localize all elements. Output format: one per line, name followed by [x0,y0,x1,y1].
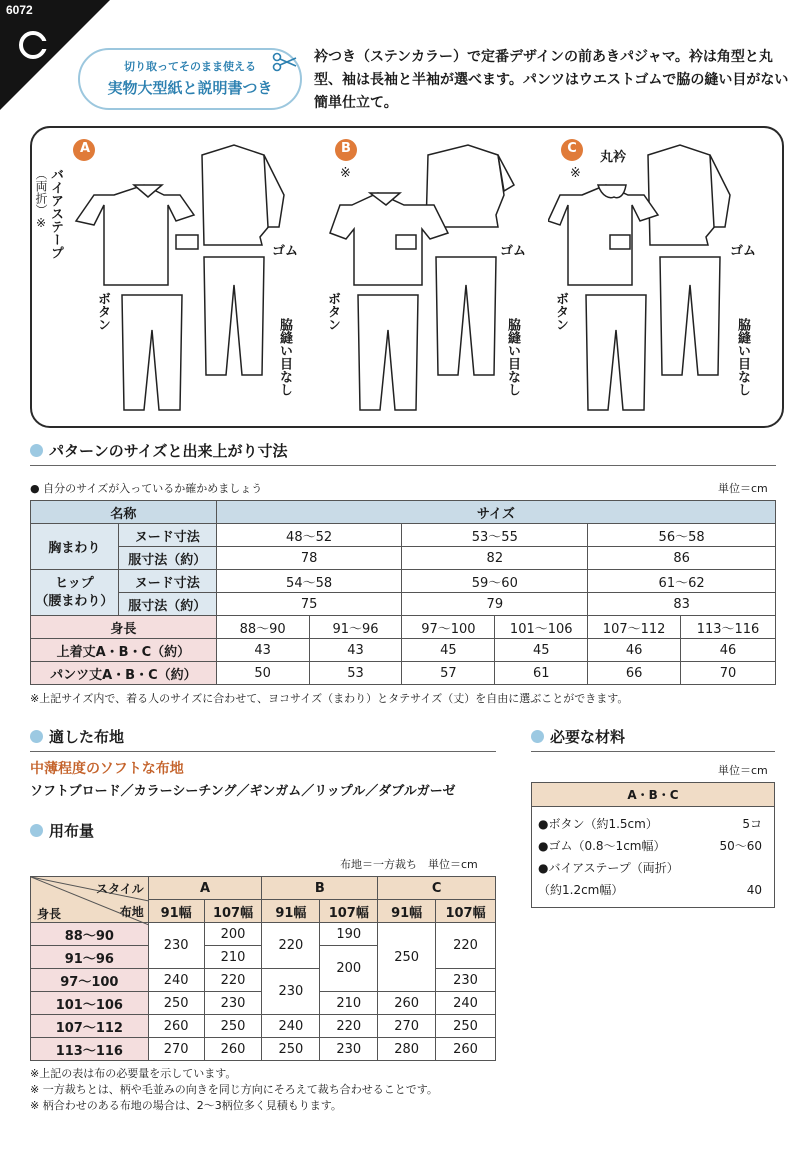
style-c-letter: C [567,141,577,156]
style-c-gomu-label: ゴム [730,244,757,259]
width-cell: 91幅 [148,900,204,923]
hip-nude-cell: 61〜62 [588,570,776,593]
pants-length-cell: 70 [681,662,776,685]
height-cell: 97〜100 [402,616,495,639]
yardage-c91: 280 [378,1038,436,1061]
height-cell: 101〜106 [495,616,588,639]
top-length-label: 上着丈A・B・C（約） [31,639,217,662]
scissors-icon [272,52,298,72]
yardage-b91: 250 [262,1038,320,1061]
yardage-fabric-label: 布地 [119,905,144,919]
yardage-table [30,876,496,1061]
chest-garment-label: 服寸法（約） [118,547,216,570]
badge-line2: 実物大型紙と説明書つき [107,79,273,97]
height-cell: 107〜112 [588,616,681,639]
style-a-bias-label: バイアステープ [48,168,63,259]
height-cell: 88〜90 [216,616,309,639]
yardage-note: ※上記の表は布の必要量を示しています。 [30,1067,237,1080]
yardage-a107: 220 [204,969,262,992]
material-row [532,835,774,857]
pants-length-label: パンツ丈A・B・C（約） [31,662,217,685]
chest-label: 胸まわり [31,524,119,570]
chest-nude-cell: 53〜55 [402,524,588,547]
yardage-b107: 200 [320,946,378,992]
size-table [30,500,776,685]
top-length-cell: 45 [402,639,495,662]
pants-length-cell: 50 [216,662,309,685]
size-header-name: 名称 [31,501,217,524]
material-value: 50〜60 [719,839,762,853]
badge-line1: 切り取ってそのまま使える [124,60,256,73]
yardage-c107: 260 [436,1038,496,1061]
hip-garment-cell: 79 [402,593,588,616]
yardage-corner-cell [31,877,149,923]
top-length-cell: 45 [495,639,588,662]
yardage-c91: 260 [378,992,436,1015]
yardage-b107: 220 [320,1015,378,1038]
yardage-height-cell: 97〜100 [31,969,149,992]
yardage-c91: 270 [378,1015,436,1038]
yardage-style-b: B [262,877,378,900]
style-a-button-label: ボタン [95,292,110,331]
material-label: ●バイアステープ（両折） [538,861,679,875]
material-row [532,879,774,901]
fabric-section-title: 適した布地 [49,728,125,746]
material-value: 5コ [742,817,762,831]
yardage-c107: 220 [436,923,496,969]
hip-garment-label: 服寸法（約） [118,593,216,616]
yardage-b107: 230 [320,1038,378,1061]
yardage-header [30,820,496,846]
chest-nude-cell: 56〜58 [588,524,776,547]
top-length-cell: 43 [216,639,309,662]
style-b-button-label: ボタン [325,292,340,331]
yardage-height-cell: 88〜90 [31,923,149,946]
yardage-height-cell: 113〜116 [31,1038,149,1061]
intro-text: 衿つき（ステンカラー）で定番デザインの前あきパジャマ。衿は角型と丸型、袖は長袖と半袖が選べます。パンツはウエストゴムで脇の縫い目がない簡単仕立て。 [314,49,789,111]
yardage-c107: 250 [436,1015,496,1038]
yardage-a107: 260 [204,1038,262,1061]
pattern-code: 6072 [6,3,33,17]
materials-table [531,782,775,908]
style-b-letter: B [341,141,351,156]
hip-label [31,570,119,616]
bullet-dot-icon [30,824,43,837]
bullet-dot-icon [531,730,544,743]
pants-length-cell: 53 [309,662,402,685]
style-c-collar-label: 丸衿 [600,150,627,165]
hip-garment-cell: 83 [588,593,776,616]
yardage-style-c: C [378,877,496,900]
height-label: 身長 [31,616,217,639]
pants-length-cell: 61 [495,662,588,685]
yardage-note: ※ 柄合わせのある布地の場合は、2〜3柄位多く見積もります。 [30,1099,342,1112]
size-section-header [30,440,776,466]
material-label: ●ゴム（0.8〜1cm幅） [538,839,666,853]
bullet-dot-icon [30,444,43,457]
chest-garment-cell: 86 [588,547,776,570]
hip-nude-cell: 59〜60 [402,570,588,593]
style-c-side-label: 脇縫い目なし [735,318,750,396]
style-a-gomu-label: ゴム [272,244,299,259]
yardage-b91: 230 [262,969,320,1015]
top-length-cell: 43 [309,639,402,662]
top-length-cell: 46 [681,639,776,662]
hip-garment-cell: 75 [216,593,402,616]
yardage-style-a: A [148,877,262,900]
bullet-dot-icon [30,730,43,743]
style-a-side-label: 脇縫い目なし [277,318,292,396]
yardage-a91: 260 [148,1015,204,1038]
hip-label-2: （腰まわり） [35,593,114,609]
width-cell: 107幅 [204,900,262,923]
top-length-cell: 46 [588,639,681,662]
style-a-illustration [64,135,300,425]
yardage-b91: 240 [262,1015,320,1038]
yardage-height-cell: 107〜112 [31,1015,149,1038]
yardage-b107: 210 [320,992,378,1015]
hip-label-1: ヒップ [55,575,94,591]
yardage-style-label: スタイル [95,882,144,896]
size-unit: 単位＝cm [718,482,768,495]
yardage-a91: 240 [148,969,204,992]
yardage-b91: 220 [262,923,320,969]
size-note-text: 自分のサイズが入っているか確かめましょう [43,482,263,495]
width-cell: 107幅 [320,900,378,923]
width-cell: 107幅 [436,900,496,923]
yardage-notes [30,1066,438,1114]
style-b-gomu-label: ゴム [500,244,527,259]
chest-garment-cell: 82 [402,547,588,570]
material-row [532,813,774,835]
yardage-a107: 250 [204,1015,262,1038]
style-c-mark: ※ [570,166,581,181]
size-header-size: サイズ [216,501,775,524]
fabric-subtitle: 中薄程度のソフトな布地 [30,761,184,777]
style-b-side-label: 脇縫い目なし [505,318,520,396]
yardage-c91: 250 [378,923,436,992]
hip-nude-label: ヌード寸法 [118,570,216,593]
style-c-button-label: ボタン [553,292,568,331]
width-cell: 91幅 [378,900,436,923]
material-label: ●ボタン（約1.5cm） [538,817,658,831]
brand-logo-icon [18,30,48,60]
yardage-a107: 200 [204,923,262,946]
size-note: ● 自分のサイズが入っているか確かめましょう [30,482,263,495]
yardage-title: 用布量 [49,822,95,840]
yardage-a91: 250 [148,992,204,1015]
material-label: （約1.2cm幅） [538,883,624,897]
yardage-height-cell: 91〜96 [31,946,149,969]
materials-title: 必要な材料 [550,728,626,746]
yardage-c107: 230 [436,969,496,992]
chest-garment-cell: 78 [216,547,402,570]
chest-nude-cell: 48〜52 [216,524,402,547]
materials-head: A・B・C [532,783,774,807]
pattern-badge [78,48,302,110]
height-cell: 91〜96 [309,616,402,639]
style-a-bias-note: （両折）※ [34,168,48,230]
width-cell: 91幅 [262,900,320,923]
yardage-c107: 240 [436,992,496,1015]
yardage-a107: 210 [204,946,262,969]
yardage-note: ※ 一方裁ちとは、柄や毛並みの向きを同じ方向にそろえて裁ち合わせることです。 [30,1083,438,1096]
yardage-unit: 布地＝一方裁ち 単位＝cm [340,858,478,871]
size-footnote: ※上記サイズ内で、着る人のサイズに合わせて、ヨコサイズ（まわり）とタテサイズ（丈）を自由に選ぶことができます。 [30,692,629,705]
hip-nude-cell: 54〜58 [216,570,402,593]
material-value: 40 [746,883,762,897]
yardage-a91: 230 [148,923,204,969]
pants-length-cell: 66 [588,662,681,685]
chest-nude-label: ヌード寸法 [118,524,216,547]
size-section-title: パターンのサイズと出来上がり寸法 [49,442,288,460]
yardage-a107: 230 [204,992,262,1015]
yardage-b107: 190 [320,923,378,946]
style-b-mark: ※ [340,166,351,181]
style-a-letter: A [79,141,91,156]
fabric-section-header [30,726,496,752]
yardage-height-cell: 101〜106 [31,992,149,1015]
materials-header [531,726,775,752]
yardage-a91: 270 [148,1038,204,1061]
height-cell: 113〜116 [681,616,776,639]
material-row [532,857,774,879]
materials-unit: 単位＝cm [718,764,768,777]
fabric-list: ソフトブロード／カラーシーチング／ギンガム／リップル／ダブルガーゼ [30,784,456,799]
pants-length-cell: 57 [402,662,495,685]
yardage-height-label: 身長 [37,907,62,921]
